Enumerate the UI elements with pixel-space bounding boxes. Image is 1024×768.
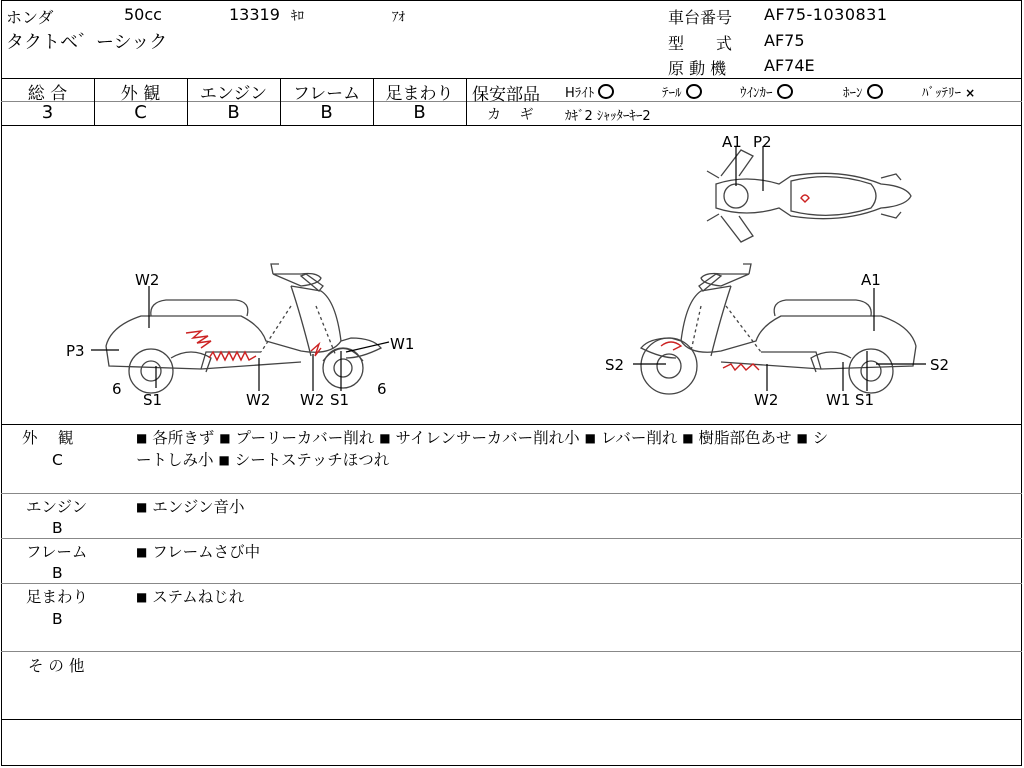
- callout-lines: [91, 146, 926, 391]
- grade-header-frame: フレーム: [292, 84, 361, 104]
- safety-battery: [922, 82, 975, 101]
- bullet-icon: ■: [584, 431, 596, 445]
- grade-engine: B: [227, 102, 240, 123]
- label-left-6-front: 6: [377, 380, 387, 398]
- bullet-icon: ■: [218, 453, 230, 467]
- frame-no-label: 車台番号: [668, 8, 733, 27]
- engine-note: エンジン音小: [152, 498, 245, 516]
- label-left-p3: P3: [66, 342, 85, 360]
- exterior-note: シートステッチほつれ: [234, 451, 390, 469]
- grade-exterior: C: [134, 102, 147, 123]
- type-value: AF75: [764, 31, 805, 50]
- grade-header-exterior: 外 観: [120, 84, 161, 104]
- circle-icon: [777, 84, 793, 99]
- suspension-note: ステムねじれ: [152, 588, 245, 606]
- bullet-icon: ■: [796, 431, 808, 445]
- exterior-notes-line1: [136, 427, 828, 449]
- frame-note: フレームさび中: [152, 543, 261, 561]
- label-left-s1-front: S1: [330, 391, 350, 409]
- label-left-w2-front: W2: [300, 391, 325, 409]
- engine-notes: [136, 496, 245, 518]
- engine-notes-label: エンジン: [26, 498, 88, 516]
- mileage-unit: ｷﾛ: [291, 9, 304, 24]
- type-label: 型 式: [668, 34, 733, 53]
- divider: [467, 101, 1022, 102]
- label-top-p2: P2: [753, 133, 772, 151]
- safety-headlight: [565, 82, 614, 101]
- cross-icon: ×: [965, 86, 976, 100]
- mileage: [229, 5, 304, 24]
- safety-horn-label: ﾎｰﾝ: [843, 86, 863, 101]
- safety-headlight-label: Hﾗｲﾄ: [565, 86, 595, 101]
- safety-winker: [740, 82, 793, 101]
- maker: ホンダ: [6, 8, 54, 27]
- circle-icon: [867, 84, 883, 99]
- damage-marks: [186, 195, 809, 370]
- divider: [1, 424, 1022, 425]
- bullet-icon: ■: [379, 431, 391, 445]
- exterior-label: 外 観: [22, 429, 74, 447]
- safety-tail: [662, 82, 702, 101]
- label-right-s2-rear: S2: [605, 356, 625, 374]
- safety-title: 保安部品: [472, 85, 540, 105]
- circle-icon: [598, 84, 614, 99]
- engine-notes-grade: B: [52, 519, 63, 537]
- label-right-w2: W2: [754, 391, 779, 409]
- divider: [466, 78, 467, 125]
- safety-tail-label: ﾃｰﾙ: [662, 86, 682, 101]
- exterior-note: 樹脂部色あせ: [698, 429, 792, 447]
- grade-overall: 3: [41, 102, 54, 123]
- key-label: カ ギ: [487, 107, 534, 123]
- key-value: ｶｷﾞ2 ｼｬｯﾀｰｷｰ2: [565, 109, 651, 124]
- bullet-icon: ■: [136, 545, 148, 559]
- exterior-note-wrap: シ: [812, 429, 829, 447]
- label-left-6-rear: 6: [112, 380, 122, 398]
- label-right-a1: A1: [861, 271, 881, 289]
- divider: [1, 538, 1022, 539]
- color: ｱｵ: [392, 10, 405, 25]
- exterior-note: 各所きず: [152, 429, 215, 447]
- model-name: タクトベ゛ーシック: [6, 32, 168, 53]
- mileage-value: 13319: [229, 5, 280, 24]
- other-notes-label: そ の 他: [28, 657, 85, 675]
- grade-header-suspension: 足まわり: [385, 84, 454, 104]
- bullet-icon: ■: [136, 500, 148, 514]
- frame-notes-grade: B: [52, 564, 63, 582]
- grade-frame: B: [320, 102, 333, 123]
- frame-notes: [136, 541, 260, 563]
- frame-notes-label: フレーム: [26, 543, 88, 561]
- divider: [1, 493, 1022, 494]
- exterior-note: プーリーカバー削れ: [235, 429, 375, 447]
- circle-icon: [686, 84, 702, 99]
- divider: [1, 651, 1022, 652]
- safety-battery-label: ﾊﾞｯﾃﾘｰ: [922, 86, 961, 101]
- label-left-s1-rear: S1: [143, 391, 163, 409]
- bullet-icon: ■: [136, 590, 148, 604]
- bullet-icon: ■: [136, 431, 148, 445]
- exterior-note: サイレンサーカバー削れ小: [395, 429, 580, 447]
- suspension-notes-grade: B: [52, 610, 63, 628]
- label-right-s1: S1: [855, 391, 875, 409]
- grade-header-engine: エンジン: [199, 84, 268, 104]
- grade-header-overall: 総 合: [27, 84, 68, 104]
- grade-suspension: B: [413, 102, 426, 123]
- engine-label: 原 動 機: [668, 59, 727, 78]
- engine-value: AF74E: [764, 56, 815, 75]
- label-right-s2-front: S2: [930, 356, 950, 374]
- divider: [1, 719, 1022, 720]
- label-top-a1: A1: [722, 133, 742, 151]
- exterior-notes-line2: [136, 449, 389, 471]
- exterior-grade: C: [52, 451, 63, 469]
- safety-horn: [843, 82, 883, 101]
- frame-no: AF75-1030831: [764, 5, 888, 24]
- suspension-notes-label: 足まわり: [26, 588, 89, 606]
- label-left-w1: W1: [390, 335, 415, 353]
- label-left-w2-mid: W2: [246, 391, 271, 409]
- exterior-note: レバー削れ: [600, 429, 678, 447]
- label-right-w1: W1: [826, 391, 851, 409]
- exterior-note-wrap: ートしみ小: [136, 451, 214, 469]
- label-left-w2-top: W2: [135, 271, 160, 289]
- suspension-notes: [136, 586, 244, 608]
- displacement: 50cc: [124, 5, 162, 24]
- safety-winker-label: ｳｲﾝｶｰ: [740, 86, 773, 101]
- bullet-icon: ■: [682, 431, 694, 445]
- divider: [1, 583, 1022, 584]
- bullet-icon: ■: [219, 431, 231, 445]
- top-scooter-outline: [707, 150, 911, 242]
